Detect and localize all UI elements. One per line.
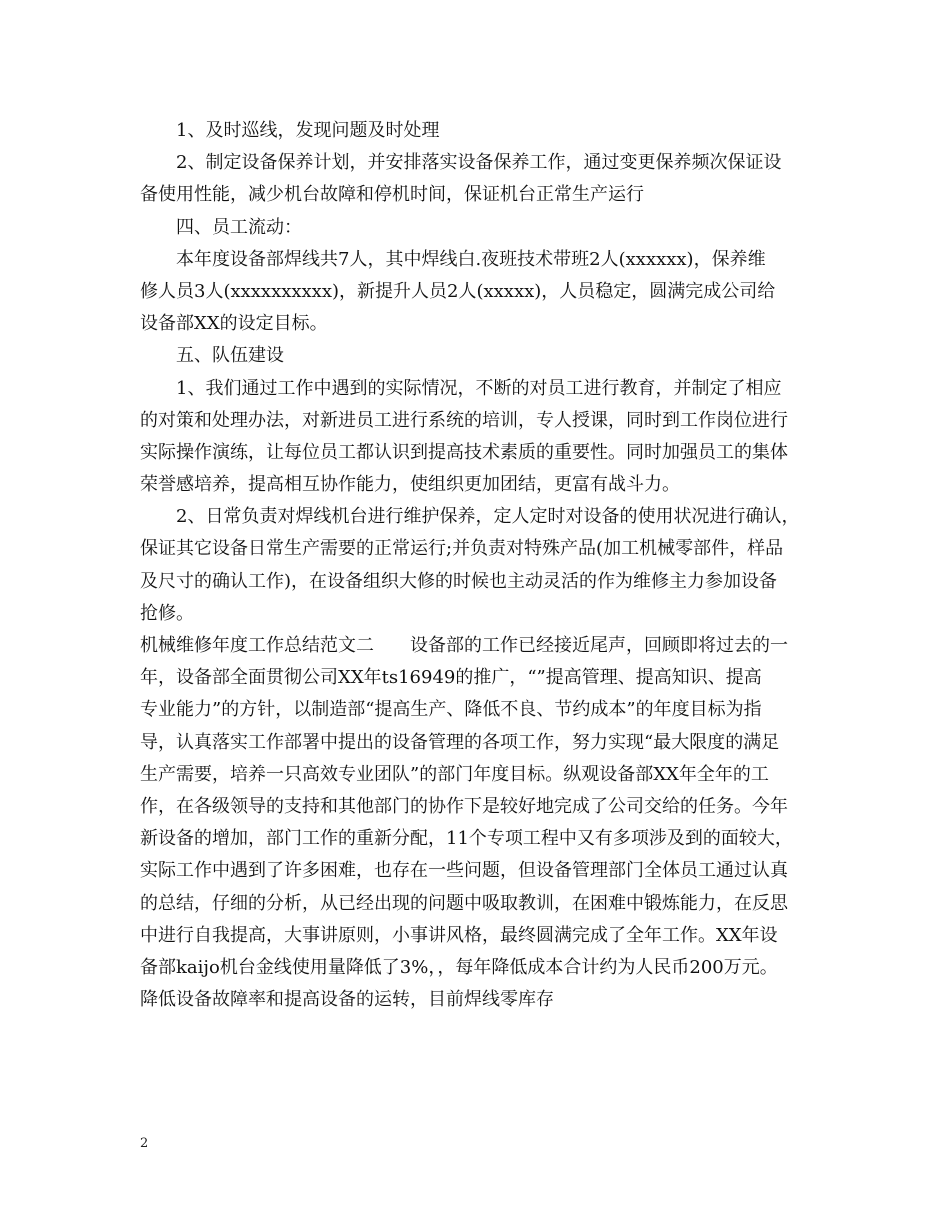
text-line: 1、我们通过工作中遇到的实际情况，不断的对员工进行教育，并制定了相应 (176, 377, 782, 399)
text-line: 2、日常负责对焊线机台进行维护保养，定人定时对设备的使用状况进行确认， (176, 506, 800, 528)
text-line: 2、制定设备保养计划，并安排落实设备保养工作，通过变更保养频次保证设 (176, 152, 782, 174)
text-line: 作，在各级领导的支持和其他部门的协作下是较好地完成了公司交给的任务。今年 (140, 795, 788, 817)
text-line: 本年度设备部焊线共7人，其中焊线白.夜班技术带班2人(xxxxxx)，保养维 (176, 248, 766, 270)
text-line: 荣誉感培养，提高相互协作能力，使组织更加团结，更富有战斗力。 (140, 474, 680, 496)
text-line: 修人员3人(xxxxxxxxxx)，新提升人员2人(xxxxx)，人员稳定，圆满完成公司给 (140, 280, 776, 302)
text-line: 降低设备故障率和提高设备的运转，目前焊线零库存 (140, 989, 554, 1011)
page-number: 2 (140, 1136, 149, 1151)
text-line: 的总结，仔细的分析，从已经出现的问题中吸取教训，在困难中锻炼能力，在反思 (140, 892, 788, 914)
text-line: 导，认真落实工作部署中提出的设备管理的各项工作，努力实现“最大限度的满足 (140, 731, 780, 753)
section-heading: 五、队伍建设 (176, 345, 284, 367)
text-line: 备部kaijo机台金线使用量降低了3%，，每年降低成本合计约为人民币200万元。 (140, 956, 778, 978)
section-heading: 四、员工流动： (176, 216, 302, 238)
text-line: 中进行自我提高，大事讲原则，小事讲风格，最终圆满完成了全年工作。XX年设 (140, 924, 778, 946)
text-line: 的对策和处理办法，对新进员工进行系统的培训，专人授课，同时到工作岗位进行 (140, 409, 788, 431)
text-line: 生产需要，培养一只高效专业团队”的部门年度目标。纵观设备部XX年全年的工 (140, 763, 769, 785)
text-line: 备使用性能，减少机台故障和停机时间，保证机台正常生产运行 (140, 184, 644, 206)
text-line: 保证其它设备日常生产需要的正常运行;并负责对特殊产品(加工机械零部件，样品 (140, 538, 784, 560)
text-line: 抢修。 (140, 602, 194, 624)
text-line: 机械维修年度工作总结范文二 设备部的工作已经接近尾声，回顾即将过去的一 (140, 635, 788, 656)
text-line: 年，设备部全面贯彻公司XX年ts16949的推广，“”提高管理、提高知识、提高 (140, 667, 762, 689)
text-line: 实际工作中遇到了许多困难，也存在一些问题，但设备管理部门全体员工通过认真 (140, 860, 788, 882)
text-line: 及尺寸的确认工作)，在设备组织大修的时候也主动灵活的作为维修主力参加设备 (140, 570, 778, 592)
document-body (140, 115, 820, 1016)
text-line: 设备部XX的设定目标。 (140, 313, 328, 335)
text-line: 1、及时巡线，发现问题及时处理 (176, 120, 440, 141)
text-line: 实际操作演练，让每位员工都认识到提高技术素质的重要性。同时加强员工的集体 (140, 441, 788, 463)
text-line: 专业能力”的方针，以制造部“提高生产、降低不良、节约成本”的年度目标为指 (140, 699, 762, 721)
text-line: 新设备的增加，部门工作的重新分配，11个专项工程中又有多项涉及到的面较大， (140, 828, 793, 850)
